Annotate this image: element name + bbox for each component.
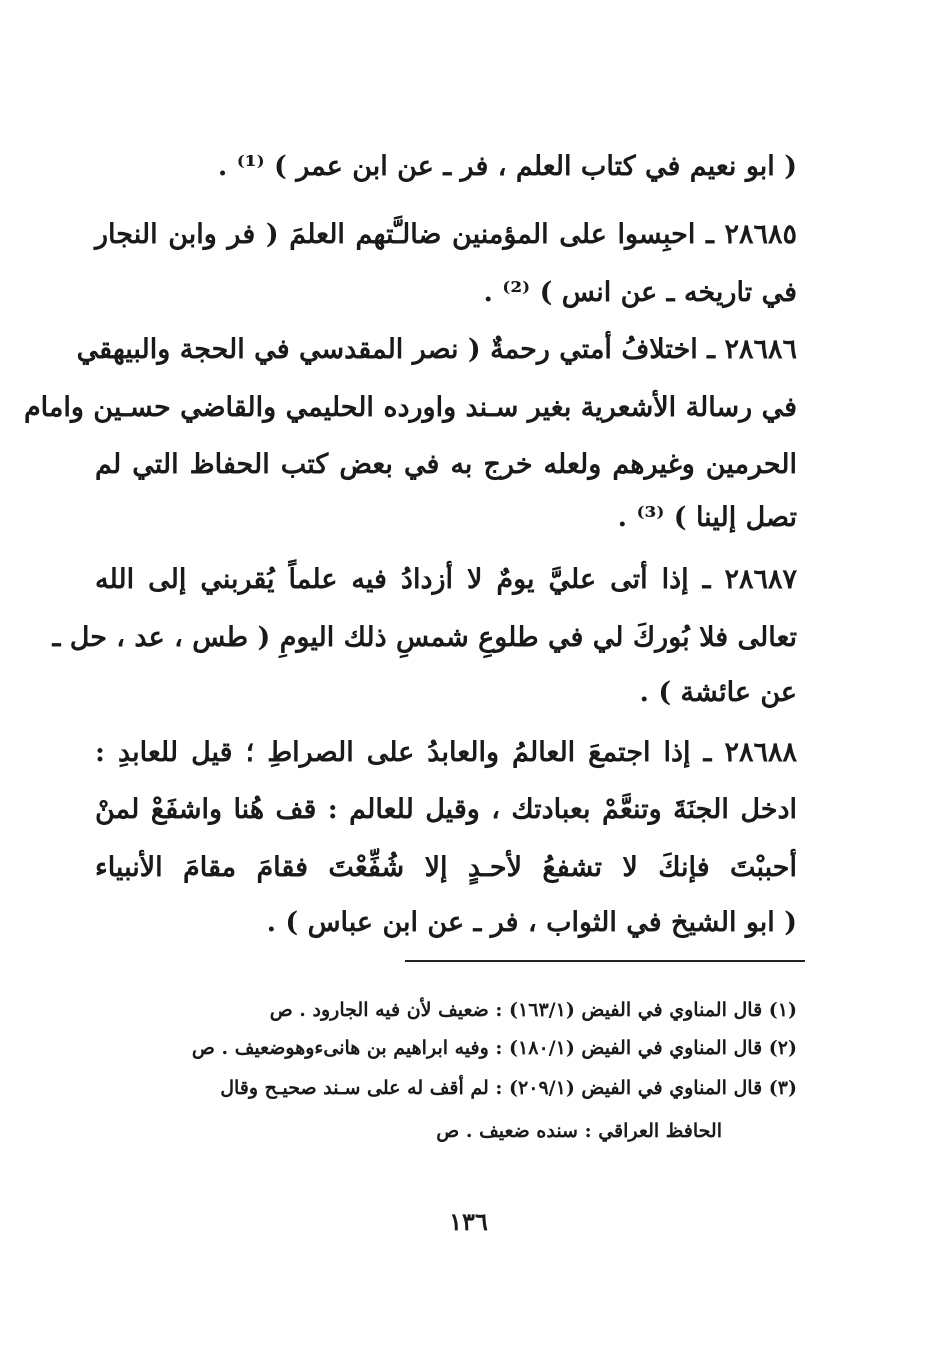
hadith-28687-line: ٢٨٦٨٧ ـ إذا أتى عليَّ يومٌ لا أزدادُ فيه علماً يُقربني إلى الله — [95, 564, 797, 595]
hadith-28688-line: ادخل الجنَةَ وتنعَّمْ بعبادتك ، وقيل للعالم : قف هُنا واشفَعْ لمنْ — [95, 794, 797, 825]
page-number: ١٣٦ — [449, 1207, 488, 1236]
hadith-28687-line: عن عائشة ) . — [639, 677, 797, 708]
footnote-separator — [405, 960, 805, 962]
hadith-28685-line: في تاريخه ـ عن انس ) ⁽²⁾ . — [483, 277, 797, 308]
footnote-1: (١) قال المناوي في الفيض (١٦٣/١) : ضعيف لأن فيه الجارود . ص — [269, 999, 797, 1021]
hadith-28686-line: تصل إلينا ) ⁽³⁾ . — [617, 502, 797, 533]
hadith-28687-line: تعالى فلا بُوركَ لي في طلوعِ شمسِ ذلك اليومِ ( طس ، عد ، حل ـ — [52, 622, 797, 653]
hadith-28688-line: ٢٨٦٨٨ ـ إذا اجتمعَ العالمُ والعابدُ على الصراطِ ؛ قيل للعابدِ : — [95, 737, 797, 768]
hadith-28686-line: في رسالة الأشعرية بغير سـند واورده الحليمي والقاضي حسـين وامام — [23, 392, 797, 423]
footnote-3-continuation: الحافظ العراقي : سنده ضعيف . ص — [436, 1120, 722, 1142]
hadith-28688-line: ( ابو الشيخ في الثواب ، فر ـ عن ابن عباس ) . — [266, 907, 797, 938]
hadith-28688-line: أحببْتَ فإنكَ لا تشفعُ لأحـدٍ إلا شُفِّعْتَ فقامَ مقامَ الأنبياء — [95, 852, 797, 883]
hadith-28685-line: ٢٨٦٨٥ ـ احبِسوا على المؤمنين ضالـَّتهم العلمَ ( فر وابن النجار — [95, 219, 797, 250]
footnote-3: (٣) قال المناوي في الفيض (٢٠٩/١) : لم أقف له على سـند صحيـح وقال — [220, 1077, 797, 1099]
footnote-2: (٢) قال المناوي في الفيض (١٨٠/١) : وفيه ابراهيم بن هانىءوهوضعيف . ص — [191, 1037, 797, 1059]
hadith-28686-line: ٢٨٦٨٦ ـ اختلافُ أمتي رحمةٌ ( نصر المقدسي في الحجة والبيهقي — [76, 334, 797, 365]
hadith-28686-line: الحرمين وغيرهم ولعله خرج به في بعض كتب الحفاظ التي لم — [95, 449, 797, 480]
text-line: ( ابو نعيم في كتاب العلم ، فر ـ عن ابن عمر ) ⁽¹⁾ . — [217, 151, 797, 182]
